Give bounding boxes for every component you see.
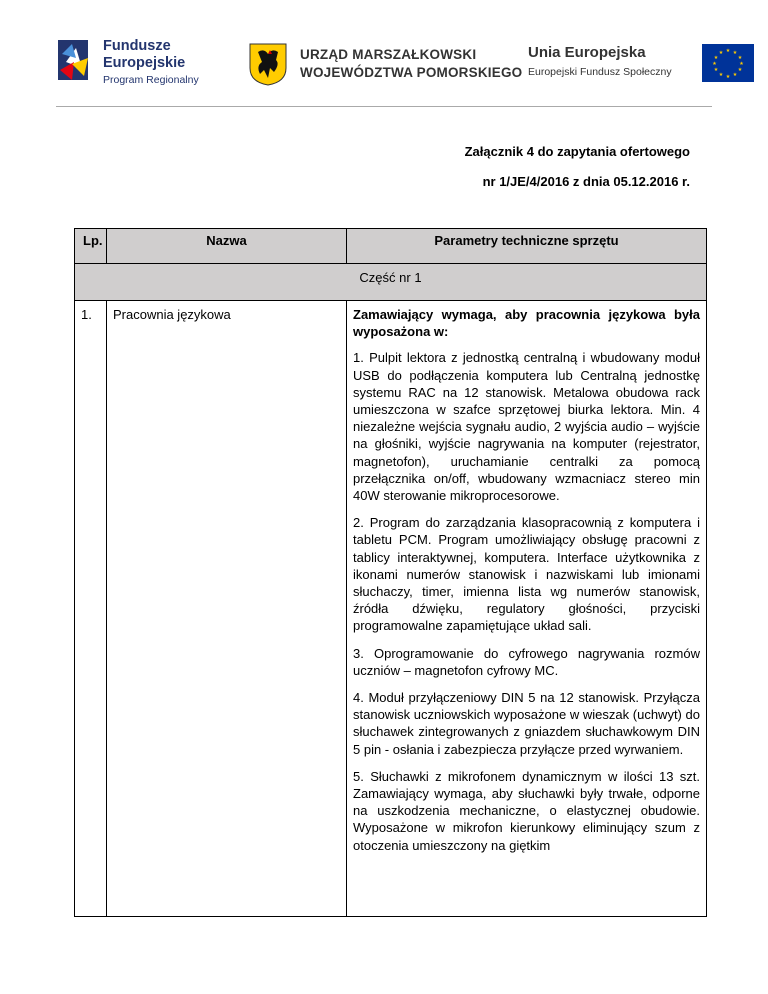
param-item-4: 4. Moduł przyłączeniowy DIN 5 na 12 stanowisk. Przyłącza stanowisk uczniowskich wyposażone w wieszak (uchwyt) do słuchawek zintegrowanych z gniazdem słuchawkowym DIN 5 pin - osłania i zabezpiecza przyłącze przed wyrwaniem. [353,690,700,757]
unia-europejska-logo [524,42,754,92]
fe-logo-subtitle: Program Regionalny [103,74,199,86]
equipment-table [74,228,707,917]
page-header [0,0,768,110]
section-label: Część nr 1 [75,264,707,301]
header-divider [56,106,712,107]
svg-text:★: ★ [737,67,743,73]
param-item-5: 5. Słuchawki z mikrofonem dynamicznym w ilości 13 szt. Zamawiający wymaga, aby słuchawki były trwałe, odporne na uszkodzenia mechaniczne, o elastycznej obudowie. Wyposażone w mikrofon kierunkowy eliminujący szum z otoczenia umieszczony na giętkim [353,768,700,853]
fe-logo-title: Fundusze Europejskie [103,38,186,71]
fe-star-icon [58,40,96,88]
svg-text:★: ★ [732,72,738,78]
svg-text:★: ★ [718,72,724,78]
svg-text:★: ★ [712,61,717,67]
param-item-3: 3. Oprogramowanie do cyfrowego nagrywania rozmów uczniów – magnetofon cyfrowy MC. [353,645,700,678]
um-logo-title: URZĄD MARSZAŁKOWSKI WOJEWÓDZTWA POMORSKIEGO [300,47,523,80]
section-row [75,264,707,301]
params-intro: Zamawiający wymaga, aby pracownia językowa była wyposażona w: [353,307,700,340]
urzad-marszalkowski-logo [248,42,523,92]
svg-text:★: ★ [725,74,731,80]
row-params [347,301,707,917]
svg-text:★: ★ [718,50,724,56]
row-lp: 1. [75,301,107,917]
param-item-2: 2. Program do zarządzania klasopracownią z komputera i tabletu PCM. Program umożliwiający obsługę pracowni z tablicy interaktywnej, komputera. Interface użytkownika z ikonami numerów stanowisk i nazwiskami lub imionami słuchaczy, timer, imienna lista wg numerów stanowisk, źródła dźwięku, regulatory głośności, przyciski programowalne zapamiętujące układ sali. [353,515,700,634]
fundusze-europejskie-logo [58,38,218,94]
header-params: Parametry techniczne sprzętu [347,229,707,264]
eu-flag-icon [702,44,754,82]
svg-text:★: ★ [713,67,719,73]
row-name: Pracownia językowa [107,301,347,917]
svg-text:★: ★ [713,55,719,61]
svg-text:★: ★ [737,55,743,61]
table-header-row [75,229,707,264]
param-item-1: 1. Pulpit lektora z jednostką centralną i wbudowany moduł USB do podłączenia komputera lub Centralną jednostkę systemu RAC na 12 stanowisk. Metalowa obudowa rack umieszczona w szafce sprzętowej biurka lektora. Min. 4 niezależne wejścia sygnału audio, 2 wyjścia audio – wyjście na głośniki, wyjście nagrywania na komputer (rejestrator, magnetofon), uruchamianie centralki za pomocą przełącznika on/off, wbudowany wzmacniacz stereo min 40W sterowanie mikroprocesorowe. [353,350,700,504]
header-name: Nazwa [107,229,347,264]
table-row [75,301,707,917]
ue-logo-subtitle: Europejski Fundusz Społeczny [528,66,672,78]
svg-text:★: ★ [732,50,738,56]
svg-text:★: ★ [739,61,744,67]
griffin-crest-icon [248,42,288,86]
header-lp: Lp. [75,229,107,264]
attachment-reference: nr 1/JE/4/2016 z dnia 05.12.2016 r. [482,174,690,189]
svg-text:★: ★ [725,48,731,54]
ue-logo-title: Unia Europejska [528,44,646,61]
attachment-title: Załącznik 4 do zapytania ofertowego [464,144,690,159]
